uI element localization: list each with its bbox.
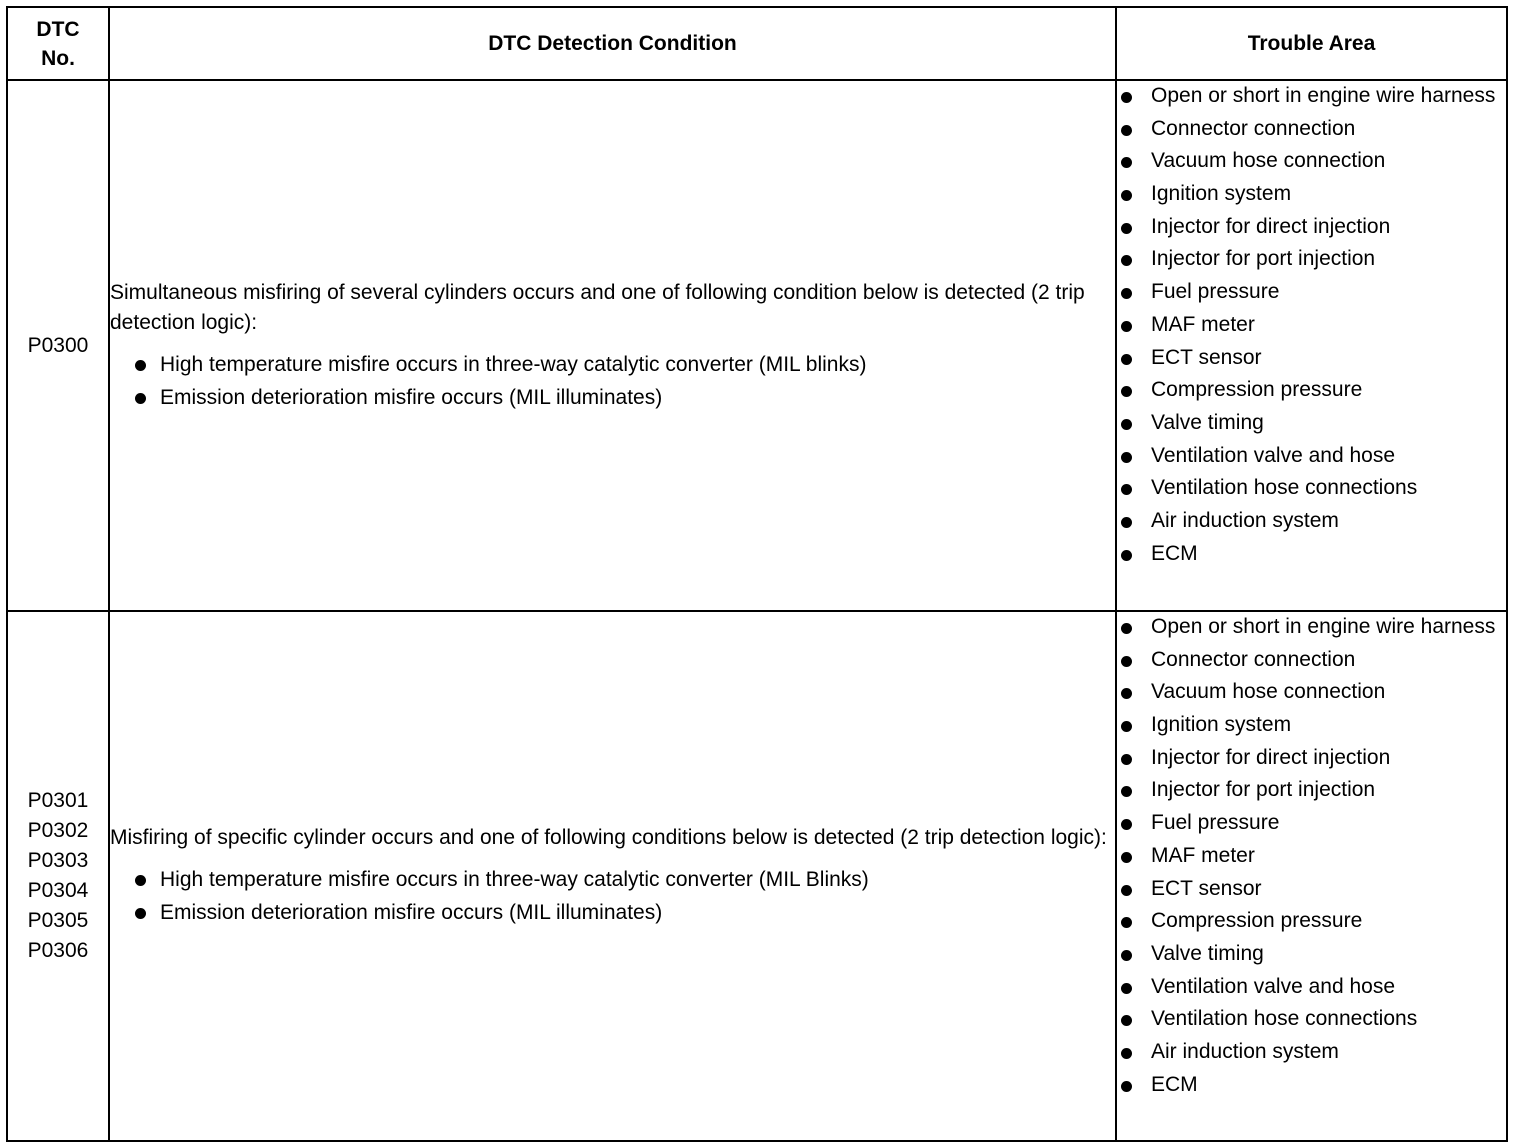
dtc-code-cell: P0301 P0302 P0303 P0304 P0305 P0306	[7, 611, 109, 1141]
trouble-item-text: Valve timing	[1151, 410, 1264, 434]
trouble-item-text: ECM	[1151, 1072, 1198, 1096]
bullet-icon	[1121, 950, 1132, 961]
trouble-item	[1117, 808, 1506, 838]
bullet-icon	[1121, 786, 1132, 797]
condition-item	[132, 381, 1115, 414]
trouble-item-text: Open or short in engine wire harness	[1151, 84, 1496, 107]
condition-item-text: Emission deterioration misfire occurs (MIL illuminates)	[160, 385, 663, 409]
trouble-item-text: Ventilation hose connections	[1151, 476, 1418, 500]
condition-item	[132, 896, 1115, 929]
trouble-item	[1117, 244, 1506, 274]
bullet-icon	[1121, 917, 1132, 928]
trouble-item	[1117, 1004, 1506, 1034]
bullet-icon	[1121, 157, 1132, 168]
condition-item	[132, 348, 1115, 381]
trouble-item-text: ECM	[1151, 541, 1198, 565]
trouble-item	[1117, 1070, 1506, 1100]
trouble-item-text: Compression pressure	[1151, 909, 1363, 933]
trouble-item-text: Fuel pressure	[1151, 280, 1280, 304]
trouble-item-text: Fuel pressure	[1151, 811, 1280, 835]
trouble-item-text: Vacuum hose connection	[1151, 680, 1386, 704]
condition-item-text: High temperature misfire occurs in three-way catalytic converter (MIL Blinks)	[160, 868, 869, 891]
bullet-icon	[1121, 223, 1132, 234]
bullet-icon	[1121, 656, 1132, 667]
trouble-item	[1117, 81, 1506, 111]
trouble-item	[1117, 841, 1506, 871]
table-row	[7, 611, 1507, 1141]
bullet-icon	[1121, 255, 1132, 266]
bullet-icon	[1121, 1048, 1132, 1059]
trouble-item-text: Air induction system	[1151, 508, 1339, 532]
header-row	[7, 7, 1507, 80]
trouble-list	[1117, 81, 1506, 569]
trouble-item	[1117, 441, 1506, 471]
trouble-item	[1117, 114, 1506, 144]
trouble-item-text: Ventilation hose connections	[1151, 1007, 1418, 1031]
trouble-item	[1117, 310, 1506, 340]
trouble-item	[1117, 939, 1506, 969]
trouble-item	[1117, 473, 1506, 503]
header-trouble-area: Trouble Area	[1116, 7, 1507, 80]
bullet-icon	[1121, 550, 1132, 561]
bullet-icon	[1121, 419, 1132, 430]
trouble-item-text: Injector for direct injection	[1151, 745, 1391, 769]
bullet-icon	[135, 393, 146, 404]
bullet-icon	[1121, 1015, 1132, 1026]
dtc-table	[6, 6, 1508, 1142]
trouble-item-text: Valve timing	[1151, 941, 1264, 965]
trouble-area-cell	[1116, 80, 1507, 611]
trouble-item	[1117, 179, 1506, 209]
condition-item	[132, 863, 1115, 896]
trouble-item-text: ECT sensor	[1151, 876, 1262, 900]
bullet-icon	[1121, 386, 1132, 397]
condition-cell	[109, 611, 1116, 1141]
trouble-item	[1117, 277, 1506, 307]
trouble-item-text: ECT sensor	[1151, 345, 1262, 369]
trouble-item	[1117, 343, 1506, 373]
trouble-item	[1117, 408, 1506, 438]
bullet-icon	[1121, 983, 1132, 994]
bullet-icon	[1121, 852, 1132, 863]
bullet-icon	[1121, 688, 1132, 699]
bullet-icon	[1121, 517, 1132, 528]
trouble-item	[1117, 146, 1506, 176]
bullet-icon	[1121, 92, 1132, 103]
bullet-icon	[135, 875, 146, 886]
trouble-item	[1117, 710, 1506, 740]
trouble-item	[1117, 775, 1506, 805]
trouble-item-text: Compression pressure	[1151, 378, 1363, 402]
bullet-icon	[1121, 321, 1132, 332]
header-detection-condition: DTC Detection Condition	[109, 7, 1116, 80]
bullet-icon	[1121, 288, 1132, 299]
trouble-item	[1117, 612, 1506, 642]
bullet-icon	[1121, 125, 1132, 136]
bullet-icon	[1121, 819, 1132, 830]
condition-cell	[109, 80, 1116, 611]
trouble-item	[1117, 1037, 1506, 1067]
bullet-icon	[1121, 721, 1132, 732]
condition-intro: Misfiring of specific cylinder occurs and one of following conditions below is detected (2 trip detection logic):	[110, 826, 1107, 849]
dtc-code-cell: P0300	[7, 80, 109, 611]
trouble-item-text: Ventilation valve and hose	[1151, 974, 1396, 998]
bullet-icon	[1121, 623, 1132, 634]
trouble-item-text: Vacuum hose connection	[1151, 149, 1386, 173]
trouble-item-text: Ventilation valve and hose	[1151, 443, 1396, 467]
condition-list	[110, 863, 1115, 929]
trouble-item-text: MAF meter	[1151, 312, 1255, 336]
bullet-icon	[135, 360, 146, 371]
trouble-item-text: Injector for direct injection	[1151, 214, 1391, 238]
trouble-item	[1117, 645, 1506, 675]
trouble-item	[1117, 539, 1506, 569]
trouble-item	[1117, 874, 1506, 904]
trouble-item-text: Ignition system	[1151, 182, 1292, 206]
trouble-item	[1117, 906, 1506, 936]
trouble-item	[1117, 677, 1506, 707]
trouble-item	[1117, 212, 1506, 242]
bullet-icon	[1121, 190, 1132, 201]
trouble-item	[1117, 972, 1506, 1002]
bullet-icon	[1121, 885, 1132, 896]
condition-item-text: Emission deterioration misfire occurs (MIL illuminates)	[160, 901, 663, 924]
trouble-item-text: Injector for port injection	[1151, 247, 1376, 271]
bullet-icon	[1121, 754, 1132, 765]
trouble-item-text: MAF meter	[1151, 843, 1255, 867]
condition-intro: Simultaneous misfiring of several cylinders occurs and one of following condition below is detected (2 trip detection logic):	[110, 280, 1085, 334]
condition-list	[110, 348, 1115, 414]
trouble-item-text: Connector connection	[1151, 647, 1356, 671]
trouble-item	[1117, 506, 1506, 536]
bullet-icon	[1121, 452, 1132, 463]
trouble-item	[1117, 375, 1506, 405]
trouble-list	[1117, 612, 1506, 1100]
table-row	[7, 80, 1507, 611]
trouble-item-text: Connector connection	[1151, 116, 1356, 140]
bullet-icon	[1121, 354, 1132, 365]
condition-item-text: High temperature misfire occurs in three-way catalytic converter (MIL blinks)	[160, 352, 867, 376]
trouble-area-cell	[1116, 611, 1507, 1141]
bullet-icon	[1121, 484, 1132, 495]
bullet-icon	[1121, 1081, 1132, 1092]
trouble-item-text: Open or short in engine wire harness	[1151, 615, 1496, 638]
trouble-item-text: Injector for port injection	[1151, 778, 1376, 802]
trouble-item-text: Ignition system	[1151, 713, 1292, 737]
bullet-icon	[135, 908, 146, 919]
trouble-item-text: Air induction system	[1151, 1039, 1339, 1063]
trouble-item	[1117, 743, 1506, 773]
header-dtc-no: DTC No.	[7, 7, 109, 80]
